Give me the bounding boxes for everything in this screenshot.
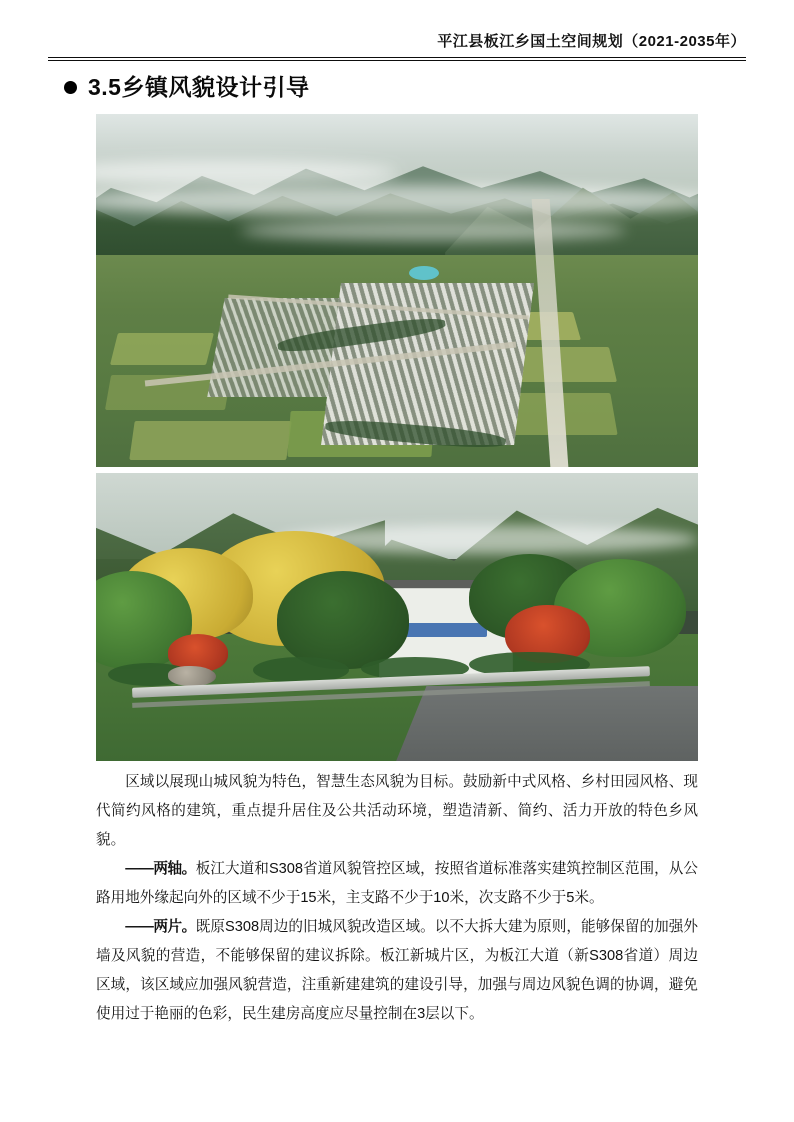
pond: [409, 266, 439, 280]
page-title: 3.5乡镇风貌设计引导: [88, 74, 310, 100]
roadside-landscape-rendering: [96, 473, 698, 761]
paragraph-3: [96, 913, 698, 1029]
page-header: [48, 30, 746, 64]
building-signboard: [403, 623, 487, 637]
paragraph-2-lead: ——两轴。: [125, 861, 196, 877]
paragraph-1: 区域以展现山城风貌为特色，智慧生态风貌为目标。鼓励新中式风格、乡村田园风格、现代简约风格的建筑，重点提升居住及公共活动环境，塑造清新、简约、活力开放的特色乡风貌。: [96, 774, 698, 848]
header-rule-bottom: [48, 60, 746, 61]
aerial-village-rendering: [96, 114, 698, 467]
body-text: [96, 768, 698, 1029]
roadside-landscape-artwork: [96, 473, 698, 761]
field-plot: [129, 421, 291, 460]
header-rule-top: [48, 57, 746, 58]
paragraph-2-text: 板江大道和S308省道风貌管控区域，按照省道标准落实建筑控制区范围，从公路用地外缘起向外的区域不少于15米，主支路不少于10米，次支路不少于5米。: [96, 861, 698, 906]
paragraph-3-lead: ——两片。: [125, 919, 196, 935]
asphalt-road: [392, 686, 698, 761]
filled-circle-bullet-icon: [64, 81, 77, 94]
field-plot: [110, 333, 214, 365]
section-heading: [64, 76, 309, 99]
header-title: 平江县板江乡国土空间规划（2021-2035年）: [437, 33, 746, 50]
landscape-rock: [168, 666, 216, 686]
paragraph-3-text: 既原S308周边的旧城风貌改造区域。以不大拆大建为原则，能够保留的加强外墙及风貌的营造，不能够保留的建议拆除。板江新城片区，为板江大道（新S308省道）周边区域，该区域应加强风貌营造，注重新建建筑的建设引导，加强与周边风貌色调的协调，避免使用过于艳丽的色彩，民生建房高度应尽量控制在3层以下。: [96, 919, 698, 1022]
paragraph-2: [96, 855, 698, 913]
aerial-village-artwork: [96, 114, 698, 467]
tree-canopy-dark: [277, 571, 409, 669]
